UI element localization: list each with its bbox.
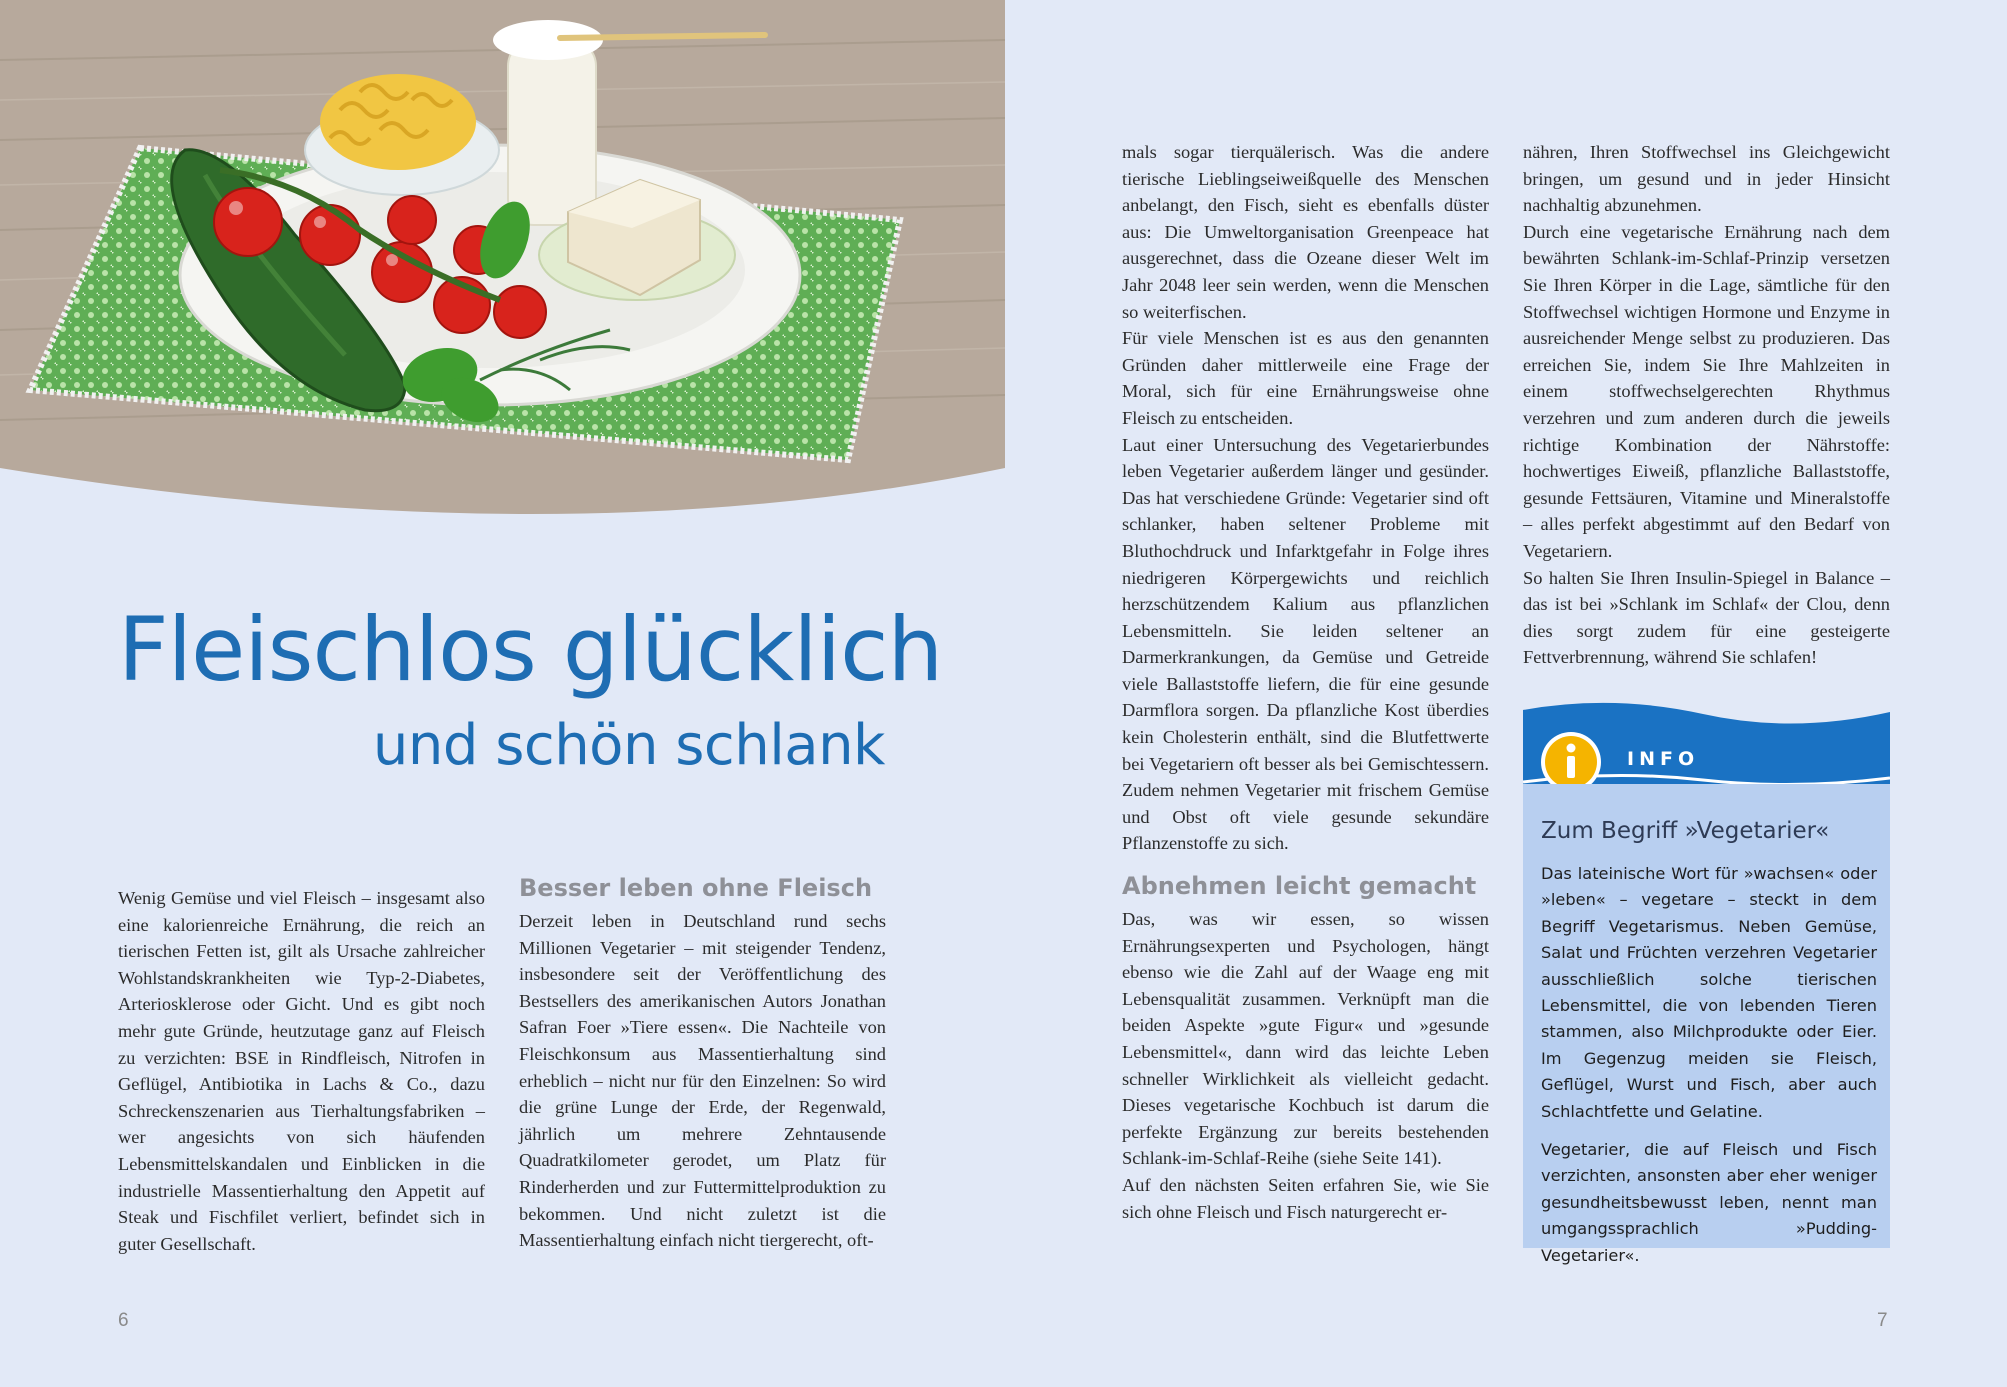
text-column-2 [519,873,886,1254]
paragraph: nähren, Ihren Stoffwechsel ins Gleichgewicht bringen, um gesund und in jeder Hinsicht nachhaltig abzunehmen. [1523,142,1890,216]
text-column-4 [1523,139,1890,671]
paragraph: mals sogar tierquälerisch. Was die andere tierische Lieblingseiweißquelle des Menschen anbelangt, den Fisch, sieht es ebenfalls düster aus: Die Umweltorganisation Greenpeace hat ausgerechnet, dass die Ozeane dieser Welt im Jahr 2048 leer sein werden, wenn die Menschen so weiterfischen. [1122,142,1489,322]
section-heading: Abnehmen leicht gemacht [1122,872,1477,901]
info-text [1541,861,1877,1281]
paragraph: Derzeit leben in Deutschland rund sechs Millionen Vegetarier – mit steigender Tendenz, insbesondere seit der Veröffentlichung des Bestsellers des amerikanischen Autors Jonathan Safran Foer »Tiere essen«. Die Nachteile von Fleischkonsum aus Massentierhaltung sind erheblich – nicht nur für den Einzelnen: So wird die grüne Lunge der Erde, der Regenwald, jährlich um mehrere Zehntausende Quadratkilometer gerodet, um Platz für Rinderherden und zur Futtermittelproduktion zu bekommen. Und nicht zuletzt ist die Massentierhaltung einfach nicht tiergerecht, oft- [519,911,886,1251]
info-label: INFO [1627,748,1700,770]
page-title: Fleischlos glücklich [118,598,943,701]
paragraph: So halten Sie Ihren Insulin-Spiegel in Balance – das ist bei »Schlank im Schlaf« der Clou, denn dies sorgt zudem für eine gesteigerte Fettverbrennung, während Sie schlafen! [1523,567,1890,668]
page-number-right: 7 [1877,1310,1888,1331]
page-subtitle: und schön schlank [372,713,885,778]
page-number-left: 6 [118,1310,129,1331]
section-heading: Besser leben ohne Fleisch [519,874,873,902]
paragraph: Durch eine vegetarische Ernährung nach dem bewährten Schlank-im-Schlaf-Prinzip versetzen Sie Ihren Körper in die Lage, sämtliche für den Stoffwechsel wichtigen Hormone und Enzyme in ausreichender Menge selbst zu produzieren. Das erreichen Sie, indem Sie Ihre Mahlzeiten in einem stoffwechselgerechten Rhythmus verzehren und zum anderen durch die jeweils richtige Kombination der Nährstoffe: hochwertiges Eiweiß, pflanzliche Ballaststoffe, gesunde Fettsäuren, Vitamine und Mineralstoffe – alles perfekt abgestimmt auf den Bedarf von Vegetariern. [1523,221,1890,561]
paragraph: Wenig Gemüse und viel Fleisch – insgesamt also eine kalorienreiche Ernährung, die reich an tierischen Fetten ist, gilt als Ursache zahlreicher Wohlstandskrankheiten wie Typ-2-Diabetes, Arteriosklerose oder Gicht. Und es gibt noch mehr gute Gründe, heutzutage ganz auf Fleisch zu verzichten: BSE in Rindfleisch, Nitrofen in Geflügel, Antibiotika in Lachs & Co., dazu Schreckenszenarien aus Tierhaltungsfabriken – wer angesichts von sich häufenden Lebensmittelskandalen und Einblicken in die industrielle Massentierhaltung den Appetit auf Steak und Fischfilet verliert, befindet sich in guter Gesellschaft. [118,888,485,1254]
text-column-1 [118,885,485,1257]
paragraph: Das, was wir essen, so wissen Ernährungsexperten und Psychologen, hängt ebenso wie die Zahl auf der Waage eng mit Lebensqualität zusammen. Verknüpft man die beiden Aspekte »gute Figur« und »gesunde Lebensmittel«, dann wird das leichte Leben schneller Wirklichkeit als vielleicht gedacht. Dieses vegetarische Kochbuch ist darum die perfekte Ergänzung zur bereits bestehenden Schlank-im-Schlaf-Reihe (siehe Seite 141). [1122,909,1489,1169]
paragraph: Vegetarier, die auf Fleisch und Fisch verzichten, ansonsten aber eher weniger gesundheitsbewusst leben, nennt man umgangssprachlich »Pudding-Vegetarier«. [1541,1140,1877,1265]
hero-photo [0,0,1005,525]
text-column-3 [1122,139,1489,1225]
paragraph: Das lateinische Wort für »wachsen« oder »leben« – vegetare – steckt in dem Begriff Vegetarismus. Neben Gemüse, Salat und Früchten verzehren Vegetarier ausschließlich solche tierischen Lebensmittel, die von lebenden Tieren stammen, also Milchprodukte oder Eier. Im Gegenzug meiden sie Fleisch, Geflügel, Wurst und Fisch, aber auch Schlachtfette und Gelatine. [1541,864,1877,1121]
info-heading: Zum Begriff »Vegetarier« [1541,818,1830,844]
paragraph: Für viele Menschen ist es aus den genannten Gründen daher mittlerweile eine Frage der Moral, sich für eine Ernährungsweise ohne Fleisch zu entscheiden. [1122,328,1489,428]
paragraph: Auf den nächsten Seiten erfahren Sie, wie Sie sich ohne Fleisch und Fisch naturgerecht er- [1122,1174,1489,1222]
paragraph: Laut einer Untersuchung des Vegetarierbundes leben Vegetarier außerdem länger und gesünder. Das hat verschiedene Gründe: Vegetarier sind oft schlanker, haben seltener Probleme mit Bluthochdruck und Infarktgefahr in Folge ihres niedrigeren Körpergewichts und reichlich herzschützendem Kalium aus pflanzlichen Lebensmitteln. Sie leiden seltener an Darmerkrankungen, da Gemüse und Getreide viele Ballaststoffe liefern, die für eine gesunde Darmflora sorgen. Da pflanzliche Kost überdies kein Cholesterin enthält, sind die Blutfettwerte bei Vegetariern oft besser als bei Gemischtessern. Zudem nehmen Vegetarier mit frischem Gemüse und Obst oft viele gesunde sekundäre Pflanzenstoffe zu sich. [1122,434,1489,854]
